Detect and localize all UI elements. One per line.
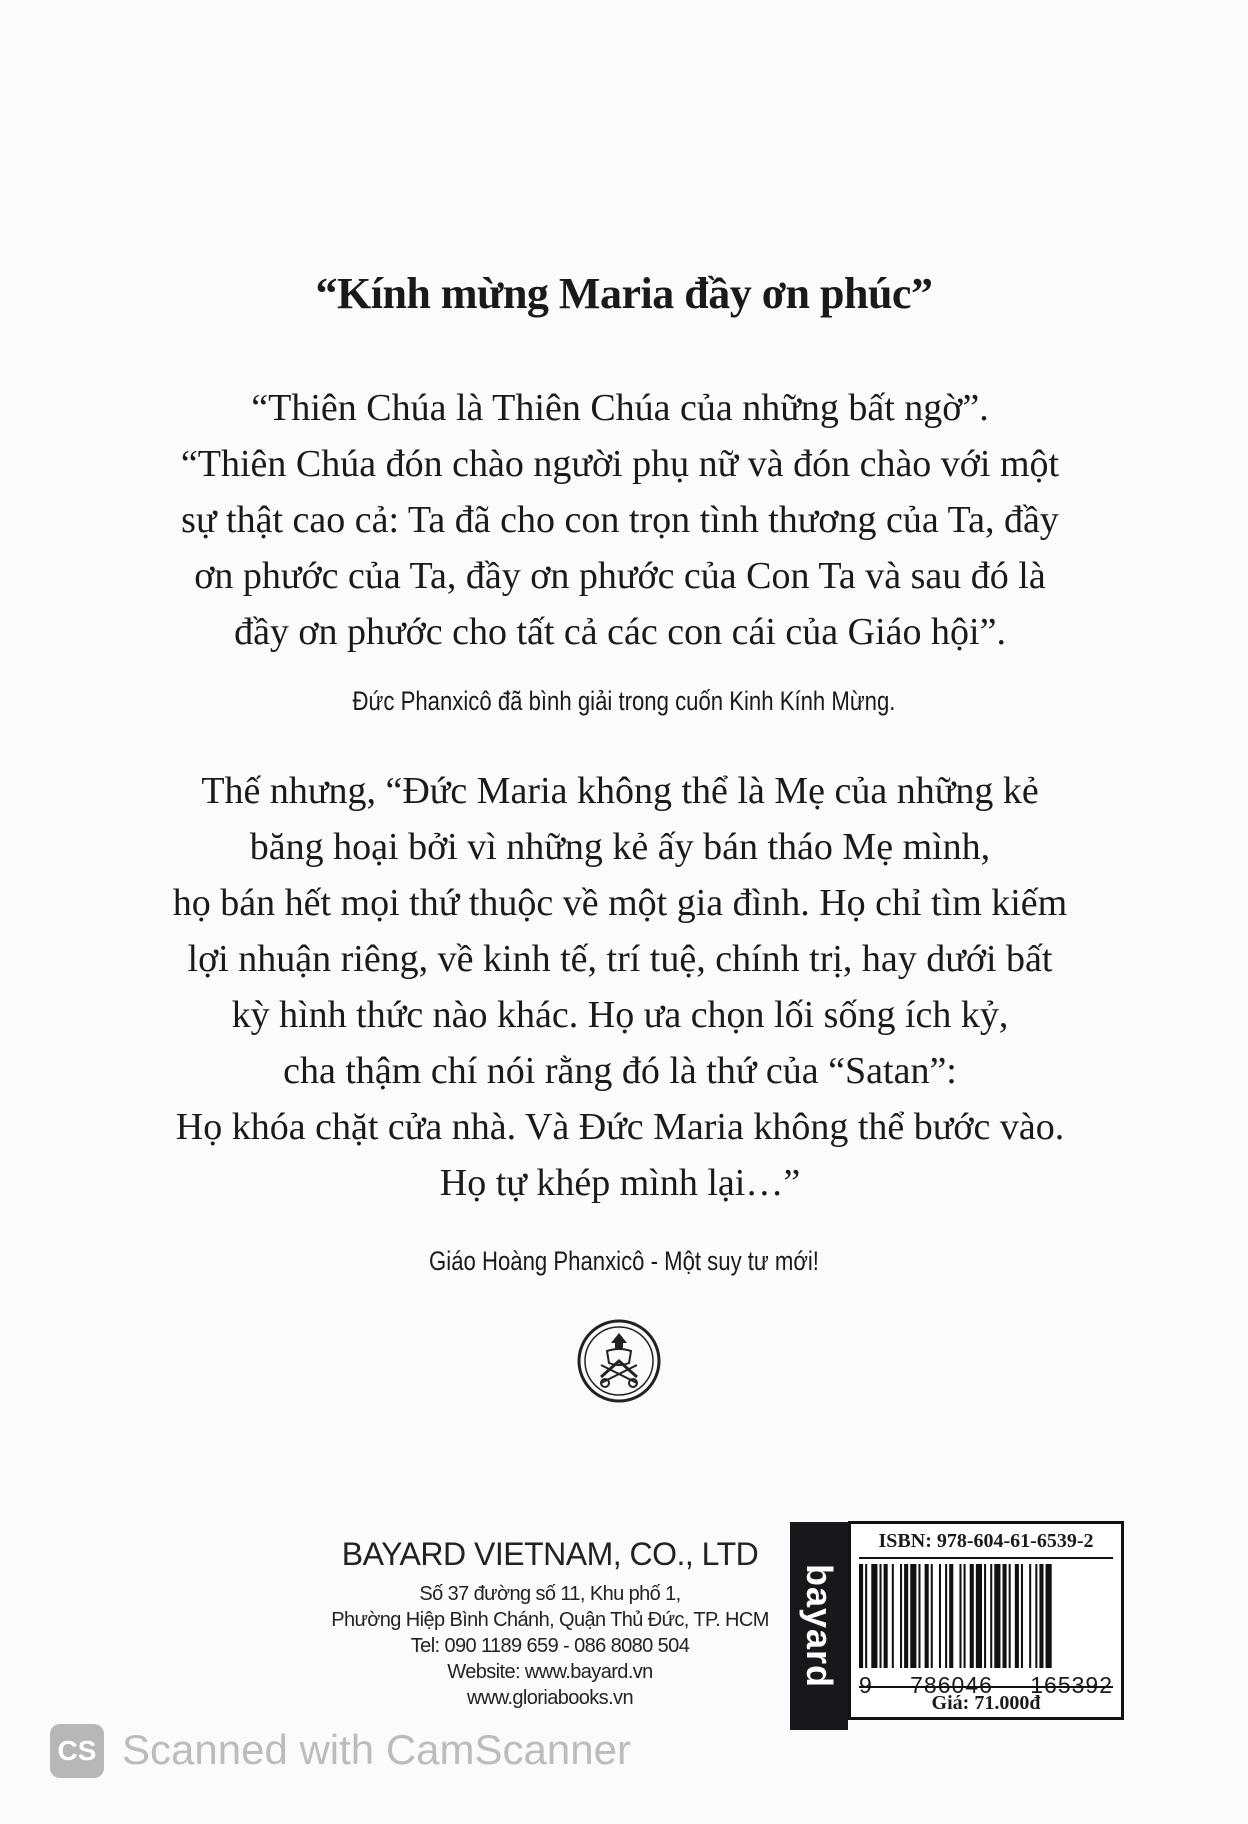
bayard-logo — [790, 1522, 848, 1730]
barcode-bar — [994, 1564, 1000, 1668]
barcode-bar — [959, 1564, 961, 1668]
quote-2-attribution: Giáo Hoàng Phanxicô - Một suy tư mới! — [429, 1246, 819, 1276]
barcode-bar — [1009, 1564, 1011, 1668]
barcode-bar — [918, 1564, 920, 1668]
price-label: Giá: 71.000đ — [859, 1686, 1113, 1715]
quote-line: ơn phước của Ta, đầy ơn phước của Con Ta và sau đó là — [194, 555, 1046, 597]
barcode-bar — [925, 1564, 929, 1668]
barcode-bar — [945, 1564, 947, 1668]
quote-line: “Thiên Chúa đón chào người phụ nữ và đón chào với một — [180, 443, 1060, 485]
quote-1 — [130, 380, 1110, 660]
quote-line: Họ tự khép mình lại…” — [439, 1162, 801, 1204]
page-title: “Kính mừng Maria đầy ơn phúc” — [315, 269, 933, 318]
barcode-bar — [990, 1564, 992, 1668]
publisher-website: Website: www.bayard.vn — [447, 1661, 653, 1683]
barcode-bar — [976, 1564, 982, 1668]
barcode-bar — [949, 1564, 953, 1668]
camscanner-watermark: Scanned with CamScanner — [122, 1726, 631, 1773]
papal-seal-icon — [577, 1319, 661, 1403]
barcode-panel — [848, 1521, 1124, 1720]
isbn-label: ISBN: 978-604-61-6539-2 — [859, 1530, 1113, 1559]
quote-line: họ bán hết mọi thứ thuộc về một gia đình. Họ chỉ tìm kiếm — [172, 882, 1068, 924]
quote-line: băng hoại bởi vì những kẻ ấy bán tháo Mẹ mình, — [249, 826, 991, 868]
camscanner-logo: CS — [50, 1724, 104, 1778]
barcode-bar — [1046, 1564, 1052, 1668]
barcode-bar — [970, 1564, 974, 1668]
quote-line: “Thiên Chúa là Thiên Chúa của những bất ngờ”. — [251, 387, 989, 429]
barcode-bar — [984, 1564, 986, 1668]
publisher-address: Số 37 đường số 11, Khu phố 1, — [419, 1583, 681, 1605]
barcode-digits-left: 786046 — [910, 1672, 993, 1698]
quote-line: sự thật cao cả: Ta đã cho con trọn tình thương của Ta, đầy — [181, 499, 1059, 541]
barcode-bar — [880, 1564, 882, 1668]
barcode-bar — [900, 1564, 902, 1668]
barcode-bar — [939, 1564, 941, 1668]
publisher-address-2: Phường Hiệp Bình Chánh, Quận Thủ Đức, TP. HCM — [331, 1609, 769, 1631]
publisher-phone: Tel: 090 1189 659 - 086 8080 504 — [410, 1635, 690, 1657]
barcode-bar — [1015, 1564, 1019, 1668]
barcode-bar — [871, 1564, 877, 1668]
publisher-name: BAYARD VIETNAM, CO., LTD — [341, 1536, 759, 1572]
publisher-website-2: www.gloriabooks.vn — [467, 1687, 633, 1709]
barcode-icon — [859, 1564, 1113, 1676]
quote-line: đầy ơn phước cho tất cả các con cái của Giáo hội”. — [234, 611, 1006, 653]
barcode-bar — [910, 1564, 916, 1668]
barcode-digits-right: 165392 — [1030, 1672, 1113, 1698]
barcode-bar — [1029, 1564, 1031, 1668]
barcode-digit-first: 9 — [859, 1672, 873, 1698]
barcode-bar — [865, 1564, 867, 1668]
barcode-bar — [904, 1564, 908, 1668]
quote-2 — [130, 763, 1110, 1211]
bayard-logo-text: bayard — [799, 1563, 840, 1689]
barcode-bar — [1021, 1564, 1023, 1668]
publisher-info — [280, 1536, 820, 1711]
barcode-bar — [892, 1564, 894, 1668]
barcode-bar — [1035, 1564, 1037, 1668]
quote-line: Họ khóa chặt cửa nhà. Và Đức Maria không thể bước vào. — [175, 1106, 1065, 1148]
quote-line: cha thậm chí nói rằng đó là thứ của “Satan”: — [283, 1050, 957, 1092]
barcode-bar — [1003, 1564, 1007, 1668]
quote-1-attribution: Đức Phanxicô đã bình giải trong cuốn Kinh Kính Mừng. — [352, 686, 896, 716]
barcode-bar — [964, 1564, 966, 1668]
quote-line: kỳ hình thức nào khác. Họ ưa chọn lối sống ích kỷ, — [231, 994, 1009, 1036]
quote-line: Thế nhưng, “Đức Maria không thể là Mẹ của những kẻ — [201, 770, 1039, 812]
barcode-bar — [859, 1564, 863, 1668]
barcode-bar — [884, 1564, 888, 1668]
barcode-bar — [1039, 1564, 1043, 1668]
quote-line: lợi nhuận riêng, về kinh tế, trí tuệ, chính trị, hay dưới bất — [187, 938, 1053, 980]
barcode-bar — [931, 1564, 933, 1668]
